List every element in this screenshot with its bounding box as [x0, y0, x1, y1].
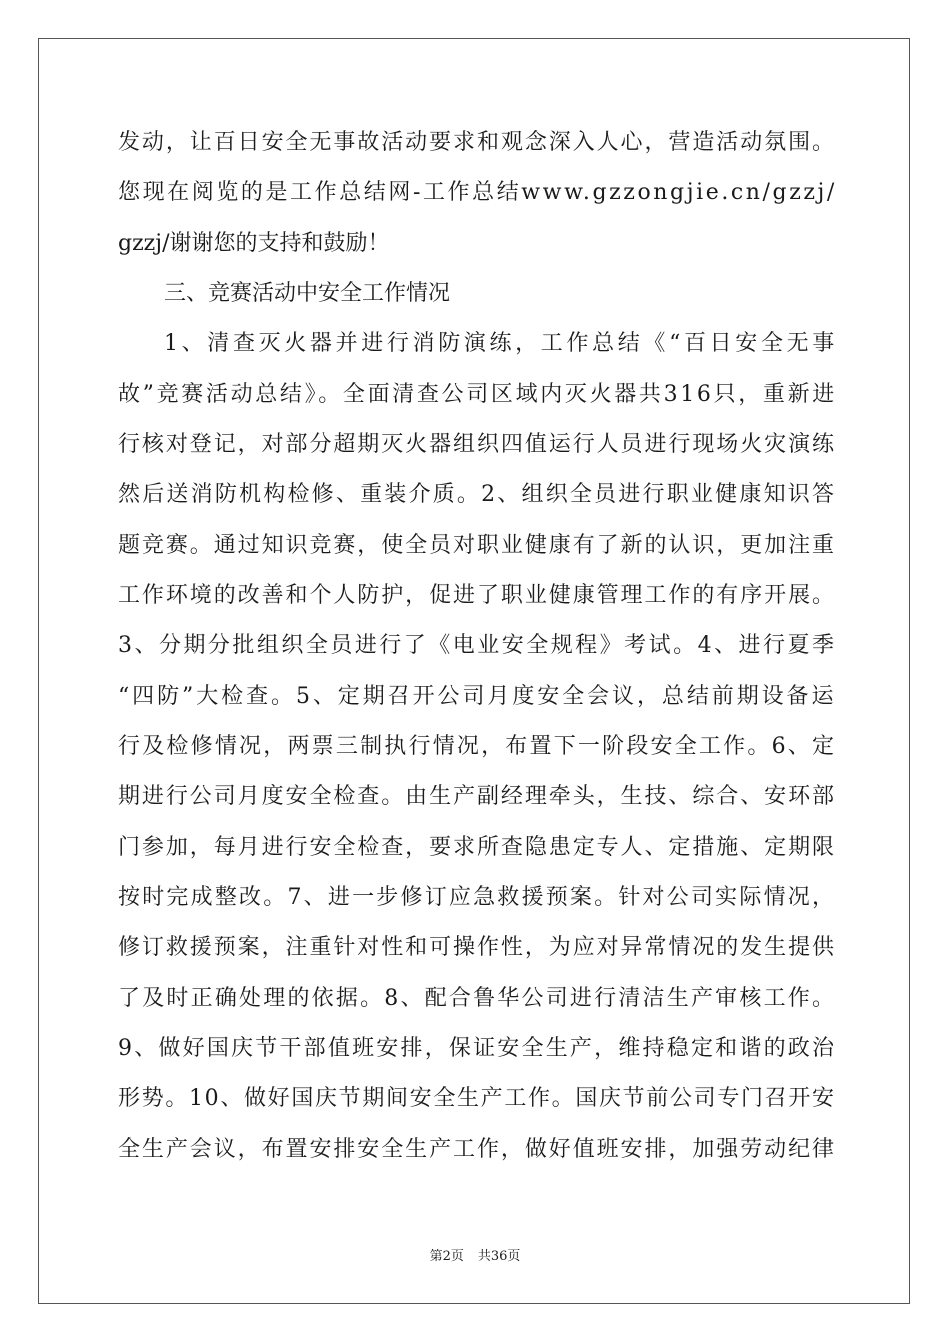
text-line: 工作环境的改善和个人防护，促进了职业健康管理工作的有序开展。	[118, 583, 836, 608]
text-line: 按时完成整改。7、进一步修订应急救援预案。针对公司实际情况，	[118, 885, 837, 910]
page-number: 第2页	[429, 1249, 464, 1264]
text-line: 3、分期分批组织全员进行了《电业安全规程》考试。4、进行夏季	[118, 633, 837, 658]
text-line: 了及时正确处理的依据。8、配合鲁华公司进行清洁生产审核工作。	[118, 986, 837, 1011]
text-line: 题竞赛。通过知识竞赛，使全员对职业健康有了新的认识，更加注重	[118, 533, 836, 558]
text-line: gzzj/谢谢您的支持和鼓励！	[118, 231, 390, 256]
text-line: 形势。10、做好国庆节期间安全生产工作。国庆节前公司专门召开安	[118, 1086, 836, 1111]
text-line: 全生产会议，布置安排安全生产工作，做好值班安排，加强劳动纪律	[118, 1137, 836, 1162]
text-line: 行及检修情况，两票三制执行情况，布置下一阶段安全工作。6、定	[118, 734, 837, 759]
text-line: 发动，让百日安全无事故活动要求和观念深入人心，营造活动氛围。	[118, 130, 836, 155]
text-line: 故”竞赛活动总结》。全面清查公司区域内灭火器共316只，重新进	[118, 382, 837, 407]
text-line: 您现在阅览的是工作总结网-工作总结www.gzzongjie.cn/gzzj/	[118, 180, 837, 205]
text-line: 9、做好国庆节干部值班安排，保证安全生产，维持稳定和谐的政治	[118, 1036, 837, 1061]
text-line: 然后送消防机构检修、重装介质。2、组织全员进行职业健康知识答	[118, 482, 837, 507]
section-heading: 三、竞赛活动中安全工作情况	[164, 281, 451, 306]
page-footer	[0, 1245, 950, 1264]
page-total: 共36页	[477, 1249, 521, 1264]
text-line: 行核对登记，对部分超期灭火器组织四值运行人员进行现场火灾演练	[118, 432, 836, 457]
text-line: 1、清查灭火器并进行消防演练，工作总结《“百日安全无事	[164, 331, 838, 356]
text-line: 门参加，每月进行安全检查，要求所查隐患定专人、定措施、定期限	[118, 835, 836, 860]
text-line: 期进行公司月度安全检查。由生产副经理牵头，生技、综合、安环部	[118, 784, 836, 809]
text-line: 修订救援预案，注重针对性和可操作性，为应对异常情况的发生提供	[118, 935, 836, 960]
text-line: “四防”大检查。5、定期召开公司月度安全会议，总结前期设备运	[118, 684, 837, 709]
